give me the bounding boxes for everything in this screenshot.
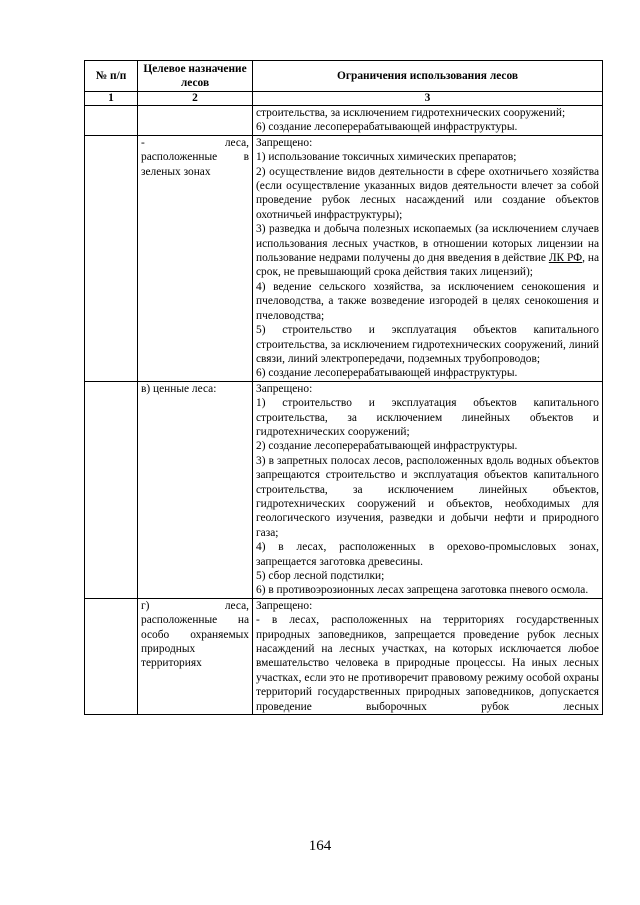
restriction-paragraph: Запрещено:	[256, 599, 313, 612]
restriction-paragraph: 2) осуществление видов деятельности в сфере охотничьего хозяйства (если осуществление указанных видов деятельности влечет за собой проведение рубок лесных насаждений или создание объектов охотничьей инфраструктуры);	[256, 165, 599, 221]
restrictions-cell	[253, 135, 603, 381]
header-number: № п/п	[85, 61, 138, 92]
restriction-paragraph: 6) в противоэрозионных лесах запрещена заготовка пневого осмола.	[256, 584, 589, 597]
restriction-paragraph: 4) ведение сельского хозяйства, за исключением сенокошения и пчеловодства, а также возведение изгородей в целях сенокошения и пчеловодства;	[256, 280, 599, 322]
row-number-cell	[85, 106, 138, 136]
restriction-paragraph: Запрещено:	[256, 136, 313, 149]
restriction-paragraph: 6) создание лесоперерабатывающей инфраструктуры.	[256, 367, 518, 380]
table-row	[85, 135, 603, 381]
restriction-paragraph: 3) в запретных полосах лесов, расположенных вдоль водных объектов запрещаются строительство и эксплуатация объектов капитального строительства, за исключением линейных объектов, гидротехнических сооружений и объектов, необходимых для геологического изучения, разведки и добычи нефти и природного газа;	[256, 454, 599, 539]
table-row	[85, 598, 603, 714]
row-number-cell	[85, 598, 138, 714]
restriction-paragraph: 3) разведка и добыча полезных ископаемых (за исключением случаев использования лесных участков, в отношении которых лицензии на пользование недрами получены до дня введения в действие ЛК РФ, на срок, не превышающий срока действия таких лицензий);	[256, 223, 599, 279]
table-row	[85, 106, 603, 136]
restriction-paragraph: 6) создание лесоперерабатывающей инфраструктуры.	[256, 121, 518, 134]
category-cell	[138, 106, 253, 136]
column-numbers-row	[85, 92, 603, 106]
column-number: 1	[85, 92, 138, 106]
restriction-paragraph: 4) в лесах, расположенных в орехово-промысловых зонах, запрещается заготовка древесины.	[256, 541, 599, 568]
restriction-paragraph: 2) создание лесоперерабатывающей инфраструктуры.	[256, 440, 518, 453]
page-number: 164	[308, 838, 332, 854]
restriction-paragraph: - в лесах, расположенных на территориях государственных природных заповедников, запрещается проведение рубок лесных насаждений на лесных участках, на которых исключается любое вмешательство человека в природные процессы. На иных лесных участках, если это не противоречит правовому режиму особой охраны территорий государственных природных заповедников, допускается проведение выборочных рубок лесных	[256, 614, 599, 713]
restriction-paragraph: 1) строительство и эксплуатация объектов капитального строительства, за исключением линейных объектов и гидротехнических сооружений;	[256, 397, 599, 438]
restriction-paragraph: строительства, за исключением гидротехнических сооружений;	[256, 107, 566, 119]
column-number: 2	[138, 92, 253, 106]
restrictions-cell	[253, 381, 603, 598]
table-row	[85, 381, 603, 598]
header-restrictions: Ограничения использования лесов	[253, 61, 603, 92]
restrictions-cell	[253, 106, 603, 136]
row-number-cell	[85, 381, 138, 598]
column-number: 3	[253, 92, 603, 106]
law-reference-link[interactable]: ЛК РФ	[548, 252, 583, 265]
restriction-paragraph: Запрещено:	[256, 382, 313, 395]
restrictions-cell	[253, 598, 603, 714]
restrictions-table	[84, 60, 603, 715]
restriction-paragraph: 5) сбор лесной подстилки;	[256, 570, 385, 582]
category-cell: г) леса, расположенные на особо охраняемых природных территориях	[138, 598, 253, 714]
category-cell: - леса, расположенные в зеленых зонах	[138, 135, 253, 381]
restriction-paragraph: 1) использование токсичных химических препаратов;	[256, 151, 517, 164]
header-purpose: Целевое назначение лесов	[138, 61, 253, 92]
restriction-paragraph: 5) строительство и эксплуатация объектов капитального строительства, за исключением гидротехнических сооружений, линий связи, линий электропередачи, подземных трубопроводов;	[256, 324, 599, 365]
table-header-row	[85, 61, 603, 92]
row-number-cell	[85, 135, 138, 381]
category-cell: в) ценные леса:	[138, 381, 253, 598]
